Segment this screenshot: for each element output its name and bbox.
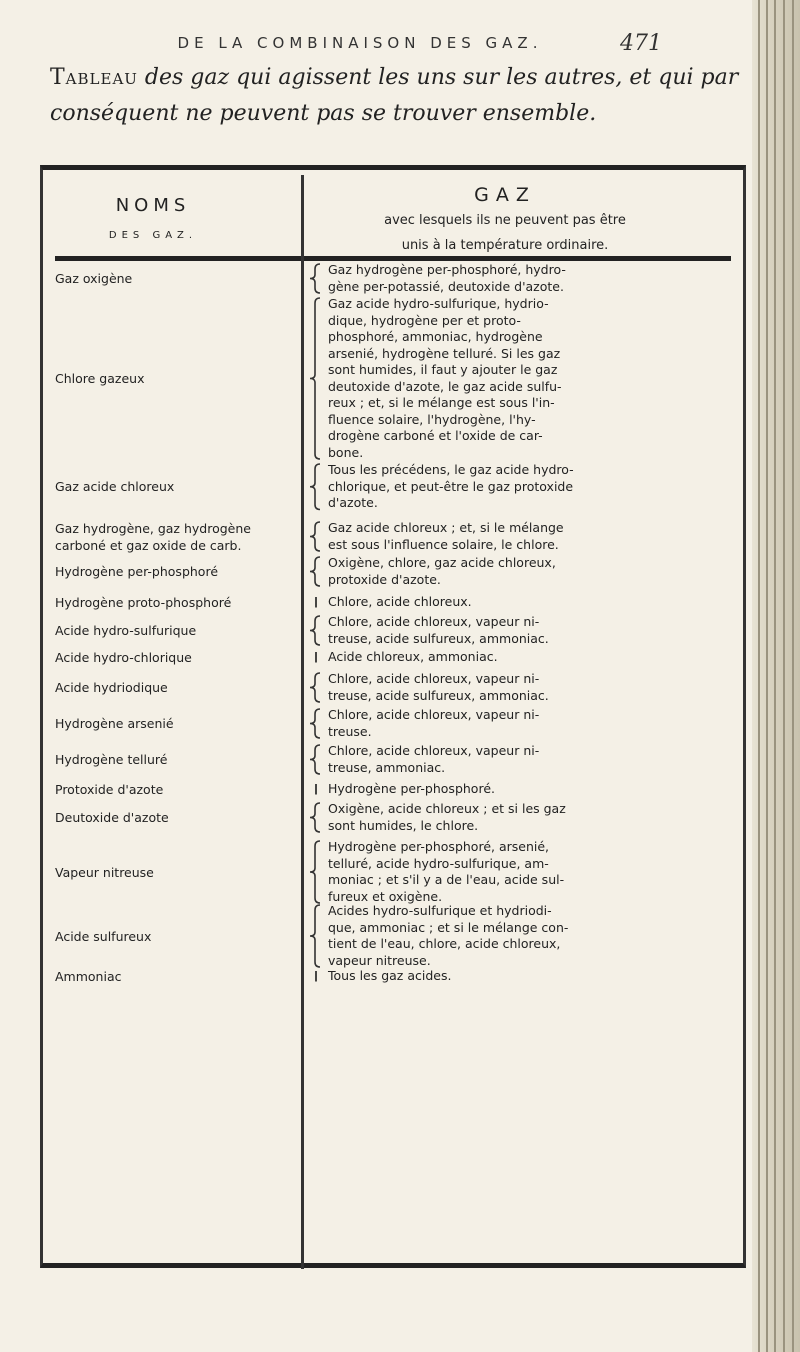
table-row xyxy=(43,781,743,798)
brace-icon xyxy=(309,595,323,610)
table-row xyxy=(43,555,743,588)
desc-line: tient de l'eau, chlore, acide chloreux, xyxy=(328,936,561,951)
incompatible-gases xyxy=(328,707,698,740)
desc-line: fureux et oxigène. xyxy=(328,888,443,904)
header-gaz: GAZ xyxy=(474,184,536,206)
desc-line: Oxigène, acide chloreux ; et si les gaz xyxy=(328,801,566,816)
header-noms: NOMS xyxy=(115,195,191,216)
brace-icon xyxy=(309,463,323,511)
incompatible-gases xyxy=(328,968,698,985)
table-row xyxy=(43,903,743,969)
desc-line: phosphoré, ammoniac, hydrogène xyxy=(328,329,543,344)
table-row xyxy=(43,649,743,666)
desc-line: protoxide d'azote. xyxy=(328,571,441,587)
incompatible-gases xyxy=(328,296,698,461)
page-edge xyxy=(752,0,800,1352)
table-row xyxy=(43,707,743,740)
title-text: des gaz qui agissent les uns sur les autres, et qui par conséquent ne peuvent pas se trouver ensemble. xyxy=(50,65,739,126)
incompatible-gases xyxy=(328,520,698,553)
header-subtitle-2: unis à la température ordinaire. xyxy=(401,238,609,253)
table-row xyxy=(43,968,743,985)
gas-name: Gaz oxigène xyxy=(55,271,133,286)
table-row xyxy=(43,743,743,776)
desc-line: drogène carboné et l'oxide de car- xyxy=(328,428,543,443)
desc-line: Tous les gaz acides. xyxy=(328,968,452,983)
gas-name: Ammoniac xyxy=(55,969,122,984)
header-rule xyxy=(55,256,731,261)
brace-icon xyxy=(309,650,323,665)
desc-line: Gaz acide hydro-sulfurique, hydrio- xyxy=(328,296,549,311)
brace-icon xyxy=(309,969,323,984)
incompatible-gases xyxy=(328,781,698,798)
table-row xyxy=(43,262,743,295)
desc-line: Chlore, acide chloreux, vapeur ni- xyxy=(328,671,540,686)
header-left xyxy=(63,195,283,241)
desc-line: Hydrogène per-phosphoré, arsenié, xyxy=(328,839,550,854)
table-row xyxy=(43,671,743,704)
brace-icon xyxy=(309,521,323,552)
brace-icon xyxy=(309,744,323,775)
desc-line: treuse, acide sulfureux, ammoniac. xyxy=(328,630,549,646)
incompatible-gases xyxy=(328,743,698,776)
desc-line: Hydrogène per-phosphoré. xyxy=(328,781,495,796)
desc-line: Gaz hydrogène per-phosphoré, hydro- xyxy=(328,262,566,277)
gas-name: Hydrogène arsenié xyxy=(55,716,174,731)
gas-name: Hydrogène per-phosphoré xyxy=(55,564,219,579)
table-row xyxy=(43,594,743,611)
running-head-title: DE LA COMBINAISON DES GAZ. xyxy=(177,34,543,52)
desc-line: telluré, acide hydro-sulfurique, am- xyxy=(328,855,549,871)
header-des-gaz: DES GAZ. xyxy=(108,230,198,241)
desc-line: dique, hydrogène per et proto- xyxy=(328,312,521,328)
desc-line: Oxigène, chlore, gaz acide chloreux, xyxy=(328,555,556,570)
desc-line: treuse, acide sulfureux, ammoniac. xyxy=(328,687,549,703)
desc-line: bone. xyxy=(328,444,364,460)
brace-icon xyxy=(309,615,323,646)
brace-icon xyxy=(309,556,323,587)
gas-name: Acide sulfureux xyxy=(55,928,152,944)
running-head xyxy=(100,30,660,56)
gas-name: Protoxide d'azote xyxy=(55,782,164,797)
brace-icon xyxy=(309,263,323,294)
gas-table xyxy=(40,165,746,1268)
brace-icon xyxy=(309,904,323,968)
incompatible-gases xyxy=(328,262,698,295)
incompatible-gases xyxy=(328,594,698,611)
brace-icon xyxy=(309,297,323,460)
desc-line: Gaz acide chloreux ; et, si le mélange xyxy=(328,520,564,535)
incompatible-gases xyxy=(328,649,698,666)
gas-name: Deutoxide d'azote xyxy=(55,810,169,825)
page-number: 471 xyxy=(620,30,662,56)
incompatible-gases xyxy=(328,839,698,905)
desc-line: Chlore, acide chloreux, vapeur ni- xyxy=(328,743,540,758)
desc-line: arsenié, hydrogène telluré. Si les gaz xyxy=(328,345,561,361)
gas-name: Hydrogène proto-phosphoré xyxy=(55,595,232,610)
desc-line: reux ; et, si le mélange est sous l'in- xyxy=(328,395,555,410)
brace-icon xyxy=(309,840,323,904)
brace-icon xyxy=(309,802,323,833)
brace-icon xyxy=(309,782,323,797)
table-row xyxy=(43,296,743,461)
header-subtitle-1: avec lesquels ils ne peuvent pas être xyxy=(384,213,626,228)
brace-icon xyxy=(309,672,323,703)
desc-line: vapeur nitreuse. xyxy=(328,952,431,968)
table-row xyxy=(43,520,743,553)
gas-name: Chlore gazeux xyxy=(55,371,145,386)
desc-line: gène per-potassié, deutoxide d'azote. xyxy=(328,278,564,294)
table-row xyxy=(43,839,743,905)
incompatible-gases xyxy=(328,801,698,834)
desc-line: sont humides, le chlore. xyxy=(328,817,479,833)
gas-name: Acide hydro-sulfurique xyxy=(55,623,197,638)
incompatible-gases xyxy=(328,614,698,647)
desc-line: Chlore, acide chloreux, vapeur ni- xyxy=(328,614,540,629)
incompatible-gases xyxy=(328,671,698,704)
gas-name: Vapeur nitreuse xyxy=(55,864,154,880)
desc-line: Chlore, acide chloreux, vapeur ni- xyxy=(328,707,540,722)
desc-line: Acides hydro-sulfurique et hydriodi- xyxy=(328,903,552,918)
brace-icon xyxy=(309,708,323,739)
table-row xyxy=(43,462,743,512)
gas-name: Acide hydriodique xyxy=(55,680,168,695)
header-right xyxy=(305,184,725,256)
table-row xyxy=(43,801,743,834)
desc-line: d'azote. xyxy=(328,495,378,510)
desc-line: sont humides, il faut y ajouter le gaz xyxy=(328,362,558,377)
desc-line: treuse. xyxy=(328,723,372,739)
desc-line: treuse, ammoniac. xyxy=(328,759,446,775)
desc-line: que, ammoniac ; et si le mélange con- xyxy=(328,919,569,935)
desc-line: est sous l'influence solaire, le chlore. xyxy=(328,536,559,552)
desc-line: Tous les précédens, le gaz acide hydro- xyxy=(328,462,574,477)
gas-name: Hydrogène telluré xyxy=(55,752,168,767)
title-lead: Tableau xyxy=(50,65,138,90)
gas-name: Gaz acide chloreux xyxy=(55,479,175,495)
incompatible-gases xyxy=(328,555,698,588)
desc-line: chlorique, et peut-être le gaz protoxide xyxy=(328,478,574,494)
desc-line: moniac ; et s'il y a de l'eau, acide sul- xyxy=(328,872,565,887)
gas-name: Gaz hydrogène, gaz hydrogène carboné et gaz oxide de carb. xyxy=(55,521,251,553)
gas-name: Acide hydro-chlorique xyxy=(55,650,192,665)
desc-line: deutoxide d'azote, le gaz acide sulfu- xyxy=(328,378,562,394)
desc-line: Chlore, acide chloreux. xyxy=(328,594,472,609)
desc-line: fluence solaire, l'hydrogène, l'hy- xyxy=(328,411,536,427)
incompatible-gases xyxy=(328,903,698,969)
desc-line: Acide chloreux, ammoniac. xyxy=(328,649,498,664)
table-row xyxy=(43,614,743,647)
incompatible-gases xyxy=(328,462,698,512)
table-title xyxy=(50,60,750,132)
